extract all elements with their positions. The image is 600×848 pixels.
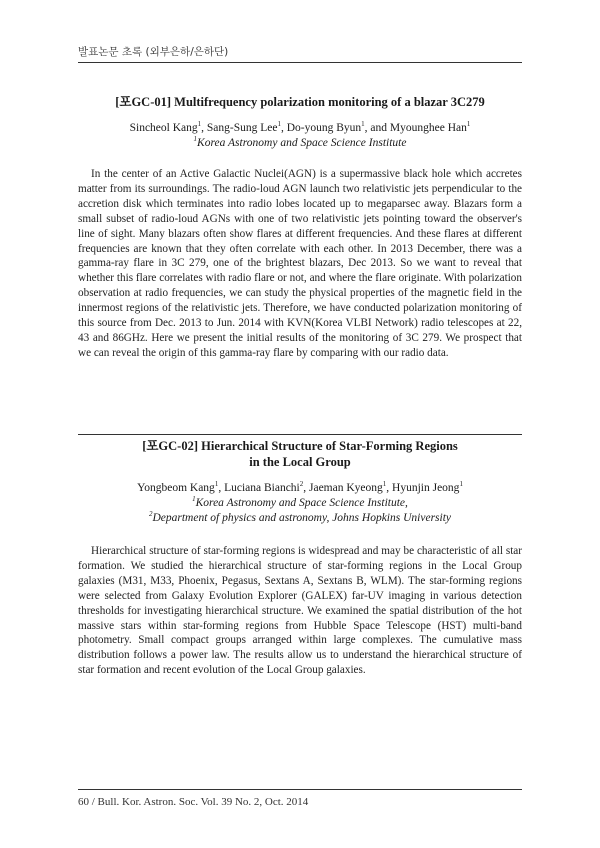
author-affil-sup: 1 (459, 480, 463, 489)
author-affil-sup: 1 (277, 120, 281, 129)
affiliation (78, 511, 522, 526)
author-list (78, 121, 522, 136)
author-name: Sang-Sung Lee (206, 122, 278, 134)
author-list (78, 481, 522, 496)
author-affil-sup: 1 (197, 120, 202, 129)
header-rule (78, 62, 522, 63)
abstract-body: In the center of an Active Galactic Nuclei(AGN) is a supermassive black hole which accretes matter from its surroundings. The radio-loud AGN launch two relativistic jets perpendicular to the accretion disk which terminates into radio lobes located up to megaparsec away. Blazars form a small subset of radio-loud AGNs with one of two relativistic jets pointing toward the observer's line of sight. Many blazars often show flares at different frequencies. And these flares at different frequencies are known that they often correlate with each other. In 2013 December, there was a gamma-ray flare in 3C 279, one of the brightest blazars, Dec 2013. So we want to reveal that whether this flare correlates with radio flare or not, and where the flare originate. With polarization observation at radio frequencies, we can study the physical properties of the magnetic field in the innermost regions of the relativistic jets. Therefore, we have conducted polarization monitoring of this source from Dec. 2013 to Jun. 2014 with KVN(Korea VLBI Network) radio telescopes at 22, 43 and 86GHz. Here we present the initial results of the monitoring of 3C 279. We prospect that we can reveal the origin of this gamma-ray flare by comparing with our radio data. (78, 168, 522, 359)
author-name: Hyunjin Jeong (392, 482, 460, 494)
author-name: Myounghee Han (389, 122, 467, 134)
abstract-title-line2: in the Local Group (249, 455, 351, 469)
author-separator: , (303, 482, 309, 494)
author-separator: , (280, 122, 287, 134)
abstract-title-line1: [포GC-02] Hierarchical Structure of Star-Forming Regions (142, 439, 458, 453)
affiliation-sup: 2 (148, 510, 153, 519)
author-name: Do-young Byun (286, 122, 362, 134)
author-separator: , (201, 122, 207, 134)
author-separator: , and (364, 122, 390, 134)
affiliation-sup: 1 (192, 495, 196, 504)
affiliation-sup: 1 (193, 135, 198, 144)
footer-rule (78, 789, 522, 790)
author-affil-sup: 1 (214, 480, 219, 489)
abstract-title: [포GC-01] Multifrequency polarization monitoring of a blazar 3C279 (115, 95, 485, 109)
author-affil-sup: 1 (382, 480, 387, 489)
author-affil-sup: 1 (361, 120, 365, 129)
running-header: 발표논문 초록 (외부은하/은하단) (78, 46, 229, 58)
author-name: Jaeman Kyeong (309, 482, 383, 494)
page-footer-citation: 60 / Bull. Kor. Astron. Soc. Vol. 39 No. 2, Oct. 2014 (78, 796, 309, 808)
author-affil-sup: 1 (466, 120, 471, 129)
abstract-body: Hierarchical structure of star-forming regions is widespread and may be characteristic of all star formation. We studied the hierarchical structure of star-forming regions in the Local Group galaxies (M31, M33, Phoenix, Pegasus, Sextans A, Sextans B, WLM). The star-forming regions were selected from Galaxy Evolution Explorer (GALEX) far-UV imaging in various detection thresholds for investigating hierarchical structure. We examined the spatial distribution of the hot massive stars within star-forming regions from Hubble Space Telescope (HST) multi-band photometry. Small compact groups arranged within large complexes. The cumulative mass distribution follows a power law. The results allow us to understand the hierarchical structure of star formation and recent evolution of the Local Group galaxies. (78, 545, 522, 677)
affiliation (78, 496, 522, 511)
affiliation-text: Department of physics and astronomy, Johns Hopkins University (152, 512, 452, 524)
author-separator: , (218, 482, 225, 494)
affiliation-text: Korea Astronomy and Space Science Institute, (195, 497, 408, 509)
author-name: Yongbeom Kang (137, 482, 215, 494)
affiliation (78, 136, 522, 151)
author-name: Sincheol Kang (129, 122, 198, 134)
author-affil-sup: 2 (299, 480, 304, 489)
affiliation-text: Korea Astronomy and Space Science Institute (197, 137, 407, 149)
abstract-gc01 (78, 94, 522, 372)
author-separator: , (386, 482, 393, 494)
author-name: Luciana Bianchi (224, 482, 300, 494)
abstract-gc02 (78, 434, 522, 689)
abstract-title (78, 438, 522, 470)
